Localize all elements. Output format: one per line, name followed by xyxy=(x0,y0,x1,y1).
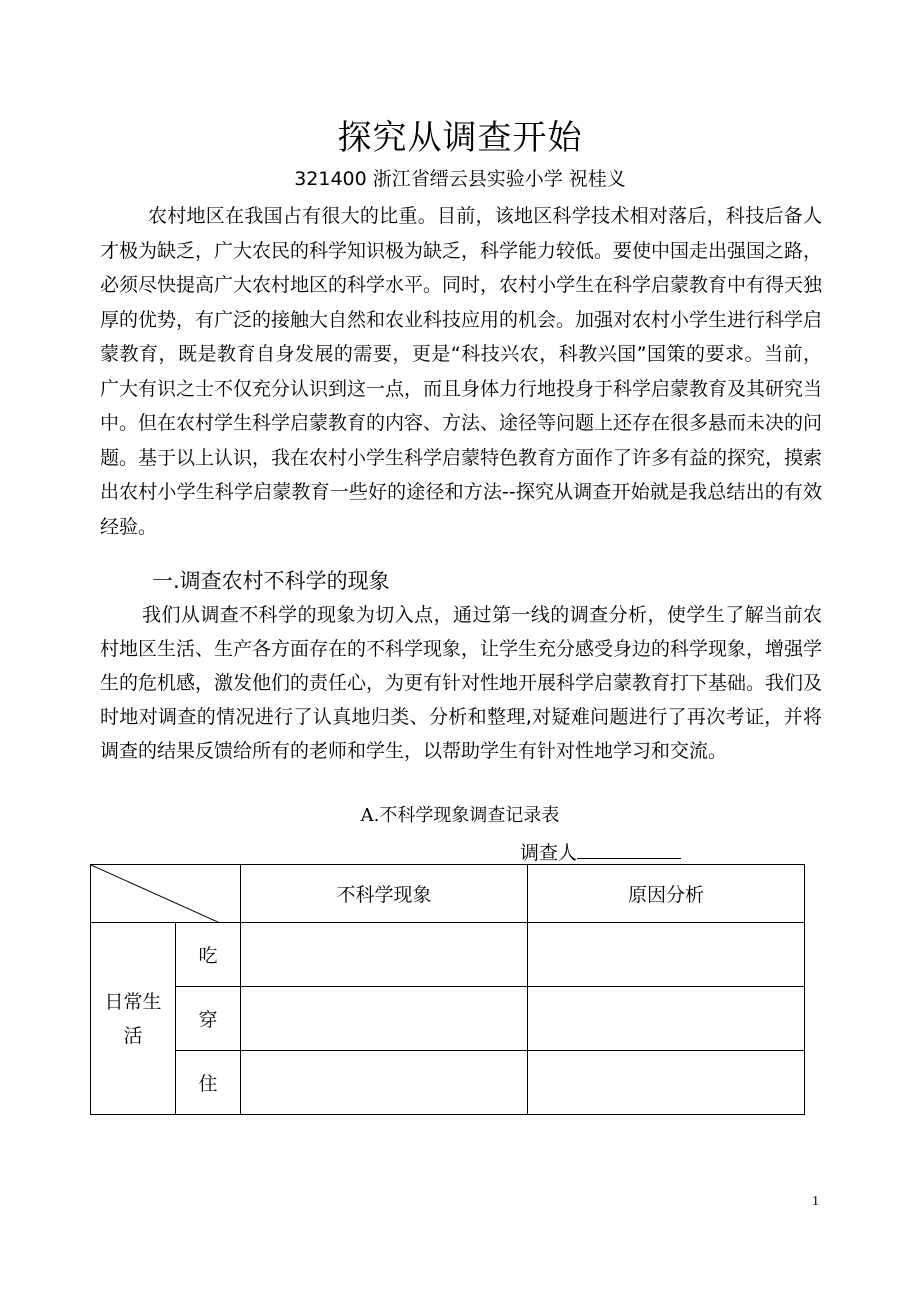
document-title: 探究从调查开始 xyxy=(337,118,583,158)
cell-live-cause[interactable] xyxy=(528,1051,805,1115)
section-heading: 一.调查农村不科学的现象 xyxy=(152,569,390,593)
cell-wear-phenomenon[interactable] xyxy=(241,987,528,1051)
diagonal-line xyxy=(91,865,220,923)
row-label-wear: 穿 xyxy=(176,987,241,1051)
header-cause-analysis: 原因分析 xyxy=(528,865,805,923)
table-title: A.不科学现象调查记录表 xyxy=(360,805,560,826)
page-number: 1 xyxy=(812,1194,819,1209)
author-line: 321400 浙江省缙云县实验小学 祝桂义 xyxy=(294,168,626,190)
intro-paragraph: 农村地区在我国占有很大的比重。目前，该地区科学技术相对落后，科技后备人才极为缺乏，广大农民的科学知识极为缺乏，科学能力较低。要使中国走出强国之路，必须尽快提高广大农村地区的科学水平。同时，农村小学生在科学启蒙教育中有得天独厚的优势，有广泛的接触大自然和农业科技应用的机会。加强对农村小学生进行科学启蒙教育，既是教育自身发展的需要，更是“科技兴农，科教兴国”国策的要求。当前，广大有识之士不仅充分认识到这一点，而且身体力行地投身于科学启蒙教育及其研究当中。但在农村学生科学启蒙教育的内容、方法、途径等问题上还存在很多悬而未决的问题。基于以上认识，我在农村小学生科学启蒙特色教育方面作了许多有益的探究，摸索出农村小学生科学启蒙教育一些好的途径和方法--探究从调查开始就是我总结出的有效经验。 xyxy=(100,205,823,538)
cell-live-phenomenon[interactable] xyxy=(241,1051,528,1115)
surveyor-label: 调查人 xyxy=(520,842,578,864)
row-label-eat: 吃 xyxy=(176,923,241,987)
diagonal-header-cell xyxy=(91,865,241,923)
cell-wear-cause[interactable] xyxy=(528,987,805,1051)
cell-eat-cause[interactable] xyxy=(528,923,805,987)
group-label-daily-life: 日常生活 xyxy=(91,923,176,1115)
row-label-live: 住 xyxy=(176,1051,241,1115)
cell-eat-phenomenon[interactable] xyxy=(241,923,528,987)
header-phenomenon: 不科学现象 xyxy=(241,865,528,923)
surveyor-blank xyxy=(577,836,681,859)
survey-record-table xyxy=(90,864,805,1115)
section-paragraph: 我们从调查不科学的现象为切入点，通过第一线的调查分析，使学生了解当前农村地区生活、生产各方面存在的不科学现象，让学生充分感受身边的科学现象，增强学生的危机感，激发他们的责任心，为更有针对性地开展科学启蒙教育打下基础。我们及时地对调查的情况进行了认真地归类、分析和整理,对疑难问题进行了再次考证，并将调查的结果反馈给所有的老师和学生，以帮助学生有针对性地学习和交流。 xyxy=(100,604,823,762)
